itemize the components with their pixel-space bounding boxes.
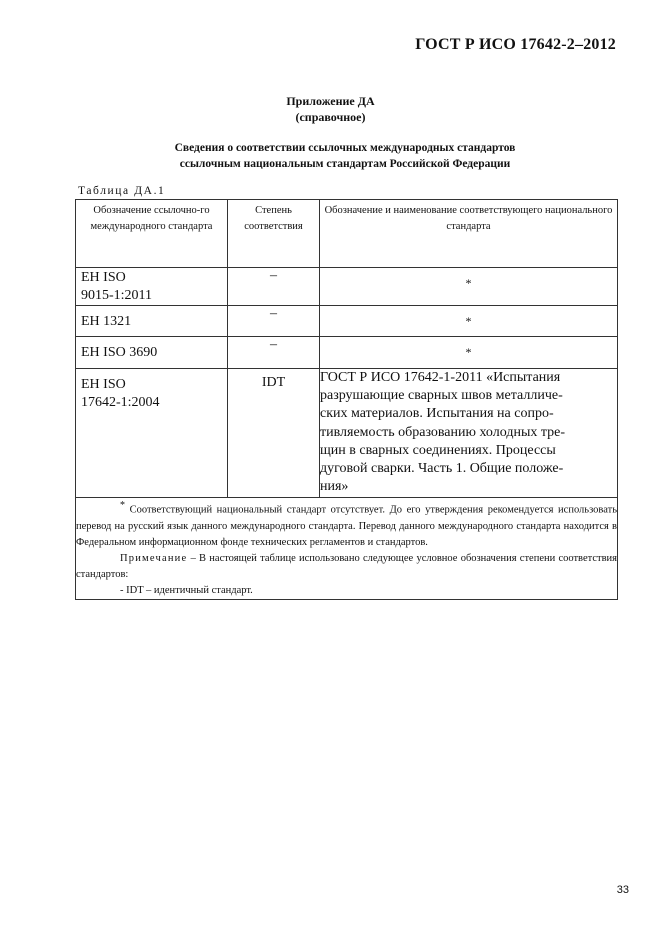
table-header-row [76, 200, 618, 268]
table-row [76, 268, 618, 306]
annex-heading [0, 140, 661, 172]
note-list-item: - IDT – идентичный стандарт. [120, 584, 253, 596]
note-label: Примечание [120, 552, 188, 564]
national-standard-line: дуговой сварки. Часть 1. Общие положе- [320, 461, 564, 477]
degree-cell: IDT [228, 369, 320, 498]
international-code-cell [76, 268, 228, 306]
national-standard-line: ГОСТ Р ИСО 17642-1-2011 «Испытания [320, 370, 561, 385]
degree-cell: – [228, 337, 320, 369]
international-code-cell [76, 369, 228, 498]
international-code-line: ЕН ISO [81, 270, 126, 285]
annex-heading-line-1: Сведения о соответствии ссылочных международных стандартов [174, 142, 516, 154]
national-standard-line: разрушающие сварных швов металличе- [320, 388, 563, 404]
annex-label: Приложение ДА [286, 94, 375, 108]
footnote [76, 498, 617, 551]
table-caption: Таблица ДА.1 [78, 185, 166, 197]
national-standard-line: ских материалов. Испытания на сопро- [320, 406, 554, 422]
footnote-marker: * [120, 500, 125, 511]
national-standard-line: ния» [320, 479, 349, 495]
table-row [76, 337, 618, 369]
annex-type: (справочное) [295, 110, 366, 124]
national-standard-cell: * [320, 306, 618, 337]
column-header-national: Обозначение и наименование соответствующего национального стандарта [320, 200, 618, 268]
table-notes [76, 498, 618, 600]
national-standard-cell: * [320, 337, 618, 369]
note-text: – В настоящей таблице использовано следующее условное обозначения степени соответствия стандартов: [76, 552, 617, 580]
column-header-degree: Степень соответствия [228, 200, 320, 268]
annex-heading-line-2: ссылочным национальным стандартам Российской Федерации [179, 158, 511, 170]
national-standard-cell [320, 369, 618, 498]
column-header-international: Обозначение ссылочно-го международного стандарта [76, 200, 228, 268]
note [76, 551, 617, 583]
footnote-text: Соответствующий национальный стандарт отсутствует. До его утверждения рекомендуется использовать перевод на русский язык данного международного стандарта. Перевод данного международного стандарта находится в Федеральном информационном фонде технических регламентов и стандартов. [76, 504, 618, 548]
annex-title [0, 93, 661, 125]
table-row [76, 369, 618, 498]
international-code-cell: ЕН 1321 [76, 306, 228, 337]
reference-table [75, 199, 618, 600]
national-standard-cell: * [320, 268, 618, 306]
degree-cell: – [228, 306, 320, 337]
international-code-line: 9015-1:2011 [81, 288, 153, 303]
international-code-line: 17642-1:2004 [81, 395, 160, 410]
international-code-cell: ЕН ISO 3690 [76, 337, 228, 369]
table-row [76, 306, 618, 337]
degree-cell: – [228, 268, 320, 306]
page-number: 33 [616, 884, 629, 896]
national-standard-line: тивляемость образованию холодных тре- [320, 424, 566, 440]
document-code: ГОСТ Р ИСО 17642-2–2012 [415, 36, 616, 53]
international-code-line: ЕН ISO [81, 377, 126, 392]
table-notes-row [76, 498, 618, 600]
national-standard-line: щин в сварных соединениях. Процессы [320, 442, 556, 458]
